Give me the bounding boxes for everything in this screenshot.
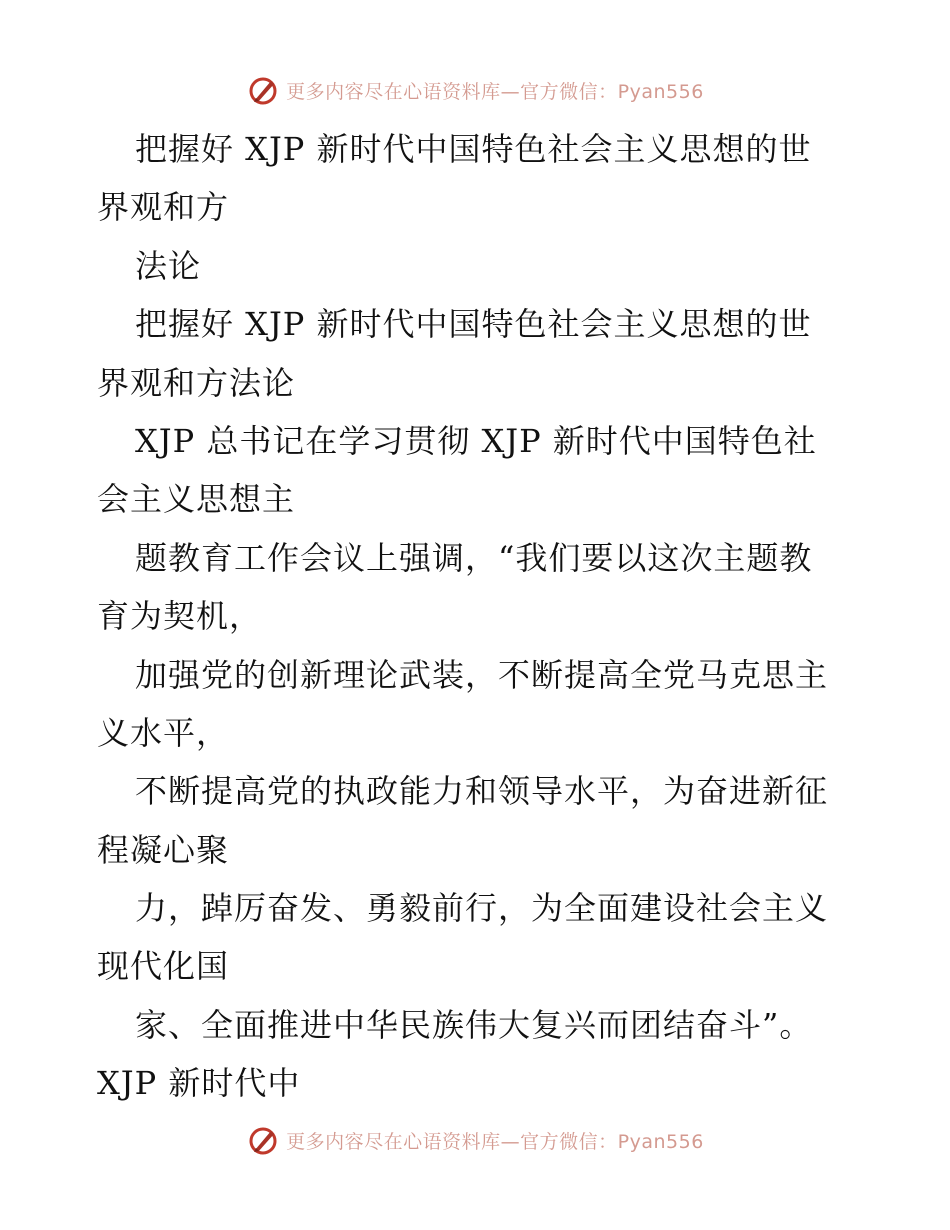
watermark-text: 更多内容尽在心语资料库—官方微信：Pyan556 [286, 80, 704, 103]
text-line: 把握好 XJP 新时代中国特色社会主义思想的世 [135, 305, 812, 344]
text-line: 力，踔厉奋发、勇毅前行，为全面建设社会主义 [135, 889, 829, 928]
document-body [97, 120, 857, 1113]
text-line: 法论 [135, 246, 202, 285]
text-line: 加强党的创新理论武装，不断提高全党马克思主 [135, 655, 829, 694]
text-line: 界观和方法论 [97, 363, 296, 402]
text-line: XJP 总书记在学习贯彻 XJP 新时代中国特色社 [135, 421, 817, 460]
text-line: 题教育工作会议上强调，“我们要以这次主题教 [135, 538, 813, 577]
text-line: 育为契机， [97, 597, 263, 636]
pen-circle-logo-icon [246, 73, 280, 107]
text-line: 现代化国 [97, 947, 230, 986]
text-line: 家、全面推进中华民族伟大复兴而团结奋斗”。 [135, 1005, 813, 1044]
text-line: 会主义思想主 [97, 480, 296, 519]
text-line: 把握好 XJP 新时代中国特色社会主义思想的世 [135, 130, 812, 168]
pen-circle-logo-icon [246, 1123, 280, 1157]
text-line: XJP 新时代中 [97, 1064, 301, 1103]
text-line: 义水平， [97, 713, 230, 752]
text-line: 不断提高党的执政能力和领导水平，为奋进新征 [135, 772, 829, 811]
footer-watermark [0, 1120, 950, 1160]
watermark-text: 更多内容尽在心语资料库—官方微信：Pyan556 [286, 1130, 704, 1153]
text-line: 界观和方 [97, 188, 230, 227]
text-line: 程凝心聚 [97, 830, 230, 869]
header-watermark [0, 70, 950, 110]
